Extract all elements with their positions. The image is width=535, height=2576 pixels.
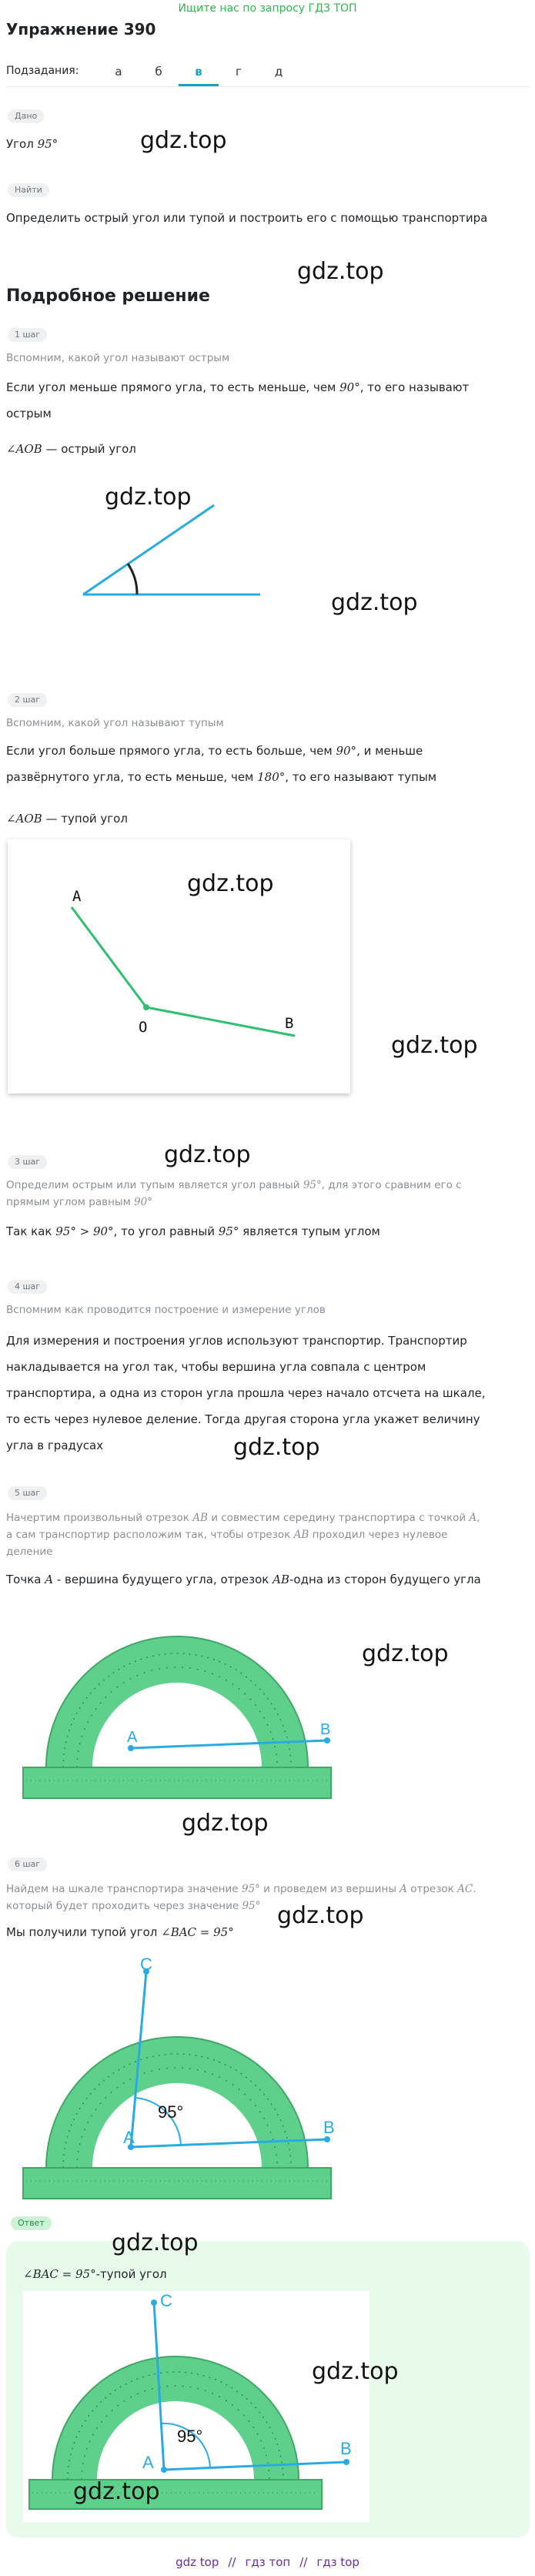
label-c: C bbox=[140, 1956, 152, 1974]
label-b: B bbox=[285, 1015, 294, 1032]
footer-link-3[interactable]: гдз top bbox=[316, 2555, 359, 2569]
label-b: B bbox=[340, 2439, 352, 2458]
tab-g[interactable]: г bbox=[236, 65, 242, 79]
tab-v[interactable]: в bbox=[179, 60, 219, 86]
footer bbox=[0, 2555, 535, 2569]
watermark: gdz.top bbox=[187, 870, 274, 897]
step-2-tag: 2 шаг bbox=[8, 693, 47, 707]
tab-d[interactable]: д bbox=[274, 65, 283, 79]
given-tag: Дано bbox=[8, 109, 44, 123]
footer-separator: // bbox=[299, 2555, 308, 2569]
step-3-line: Так как 95° > 90°, то угол равный 95° является тупым углом bbox=[6, 1224, 380, 1238]
label-a: A bbox=[127, 1729, 138, 1746]
watermark: gdz.top bbox=[105, 484, 192, 511]
watermark: gdz.top bbox=[140, 127, 227, 154]
step-6-hint-2: который будет проходить через значение 95° bbox=[6, 1900, 261, 1912]
watermark: gdz.top bbox=[164, 1141, 251, 1168]
label-o: O bbox=[139, 1019, 148, 1036]
step-4-line-3: транспортира, а одна из сторон угла прошла через начало отсчета на шкале, bbox=[6, 1386, 486, 1400]
watermark: gdz.top bbox=[312, 2358, 399, 2385]
label-b: B bbox=[320, 1721, 331, 1738]
watermark: gdz.top bbox=[331, 589, 418, 616]
watermark: gdz.top bbox=[112, 2229, 199, 2256]
given-text: Угол 95° bbox=[6, 137, 59, 151]
find-tag: Найти bbox=[8, 183, 49, 197]
footer-link-2[interactable]: гдз топ bbox=[245, 2555, 291, 2569]
step-1-angle-text: ∠AOB — острый угол bbox=[6, 442, 136, 456]
step-3-hint-2: прямым углом равным 90° bbox=[6, 1196, 152, 1208]
step-4-line-1: Для измерения и построения углов используют транспортир. Транспортир bbox=[6, 1334, 467, 1348]
step-3-tag: 3 шаг bbox=[8, 1155, 47, 1169]
label-a: A bbox=[72, 888, 82, 905]
tab-b[interactable]: б bbox=[155, 65, 162, 79]
tab-a[interactable]: а bbox=[115, 65, 122, 79]
step-1-line-1: Если угол меньше прямого угла, то есть меньше, чем 90°, то его называют bbox=[6, 380, 470, 394]
answer-text: ∠BAC = 95°-тупой угол bbox=[23, 2267, 167, 2281]
step-4-hint: Вспомним как проводится построение и измерение углов bbox=[6, 1304, 326, 1316]
step-5-hint-3: деление bbox=[6, 1546, 53, 1558]
answer-tag: Ответ bbox=[11, 2216, 52, 2230]
label-b: B bbox=[323, 2118, 335, 2137]
watermark: gdz.top bbox=[233, 1434, 320, 1461]
step-2-hint: Вспомним, какой угол называют тупым bbox=[6, 717, 224, 729]
step-4-line-4: то есть через нулевое деление. Тогда другая сторона угла укажет величину bbox=[6, 1412, 480, 1426]
step-5-hint-1: Начертим произвольный отрезок AB и совместим середину транспортира с точкой A, bbox=[6, 1512, 480, 1524]
step-2-angle-text: ∠AOB — тупой угол bbox=[6, 812, 128, 826]
step-6-tag: 6 шаг bbox=[8, 1857, 47, 1871]
divider bbox=[6, 86, 530, 87]
protractor-figure-step-6 bbox=[15, 1956, 369, 2202]
subtasks-label: Подзадания: bbox=[6, 65, 79, 77]
watermark: gdz.top bbox=[362, 1640, 449, 1667]
step-5-tag: 5 шаг bbox=[8, 1486, 47, 1500]
footer-link-1[interactable]: gdz top bbox=[176, 2555, 219, 2569]
label-a: A bbox=[142, 2453, 154, 2472]
label-c: C bbox=[160, 2291, 172, 2310]
step-2-line-1: Если угол больше прямого угла, то есть больше, чем 90°, и меньше bbox=[6, 744, 423, 758]
protractor-figure-step-5 bbox=[15, 1617, 369, 1802]
step-1-tag: 1 шаг bbox=[8, 328, 47, 342]
step-4-tag: 4 шаг bbox=[8, 1280, 47, 1294]
step-1-line-2: острым bbox=[6, 407, 52, 420]
obtuse-angle-figure-card bbox=[8, 839, 350, 1094]
search-hint-banner[interactable]: Ищите нас по запросу ГДЗ ТОП bbox=[178, 2, 357, 15]
step-6-line: Мы получили тупой угол ∠BAC = 95° bbox=[6, 1925, 234, 1939]
page-title: Упражнение 390 bbox=[6, 20, 156, 39]
watermark: gdz.top bbox=[73, 2478, 160, 2505]
given-value: 95° bbox=[37, 137, 59, 151]
label-a: A bbox=[123, 2128, 135, 2147]
step-6-hint-1: Найдем на шкале транспортира значение 95° и проведем из вершины A отрезок AC. bbox=[6, 1883, 476, 1895]
acute-angle-figure bbox=[75, 501, 268, 601]
step-5-hint-2: а сам транспортир расположим так, чтобы отрезок AB проходил через нулевое bbox=[6, 1529, 448, 1541]
subtask-tabs bbox=[99, 60, 299, 86]
step-4-line-5: угла в градусах bbox=[6, 1439, 104, 1452]
step-1-hint: Вспомним, какой угол называют острым bbox=[6, 352, 230, 364]
obtuse-angle-figure bbox=[8, 839, 350, 1094]
watermark: gdz.top bbox=[297, 258, 384, 285]
watermark: gdz.top bbox=[391, 1032, 478, 1059]
step-3-hint-1: Определим острым или тупым является угол равный 95°, для этого сравним его с bbox=[6, 1179, 462, 1191]
watermark: gdz.top bbox=[277, 1902, 364, 1929]
step-4-line-2: накладывается на угол так, чтобы вершина угла совпала с центром bbox=[6, 1360, 426, 1374]
label-degrees: 95° bbox=[158, 2102, 184, 2122]
step-5-line: Точка A - вершина будущего угла, отрезок AB-одна из сторон будущего угла bbox=[6, 1573, 481, 1586]
solution-title: Подробное решение bbox=[6, 286, 210, 306]
watermark: gdz.top bbox=[182, 1810, 269, 1837]
step-2-line-2: развёрнутого угла, то есть меньше, чем 180°, то его называют тупым bbox=[6, 770, 437, 784]
find-text: Определить острый угол или тупой и построить его с помощью транспортира bbox=[6, 211, 488, 225]
footer-separator: // bbox=[228, 2555, 236, 2569]
label-degrees: 95° bbox=[177, 2427, 203, 2446]
